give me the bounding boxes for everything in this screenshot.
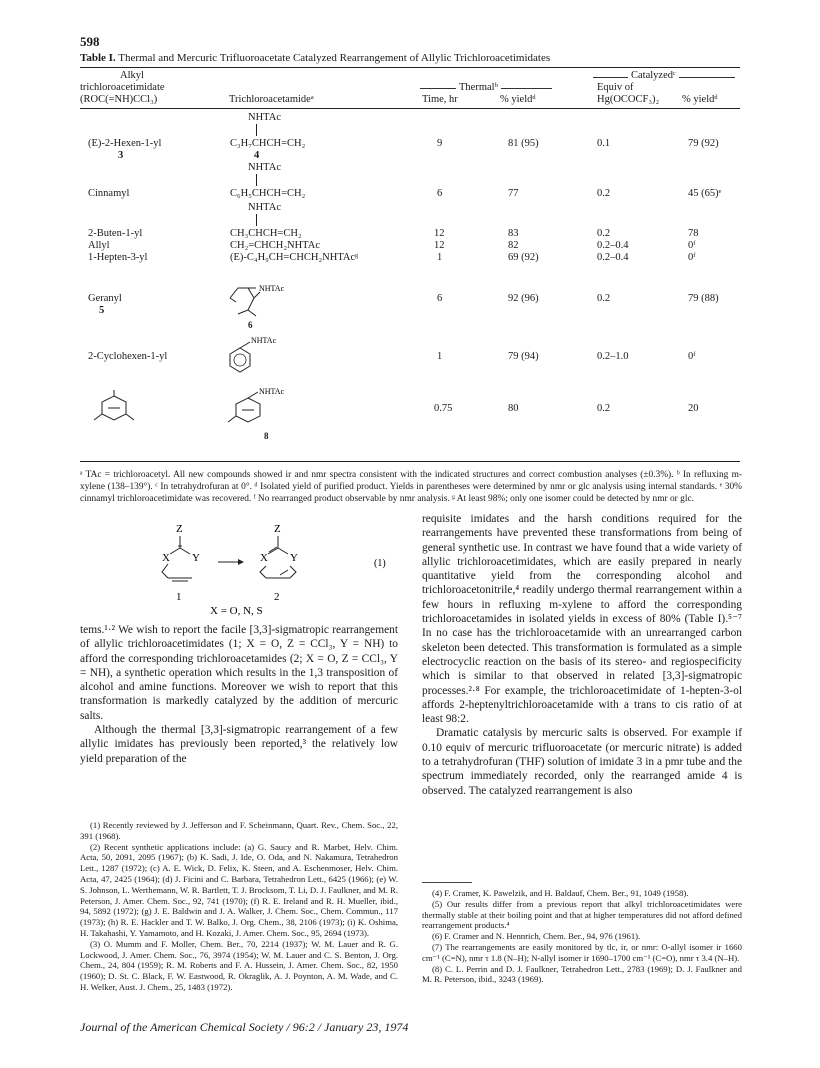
reference-item: (2) Recent synthetic applications include: (a) G. Saucy and R. Marbet, Helv. Chim. Acta, 50, 2091, 2095 (1967); (b) K. Sadi, J. Ide, O. Oda, and N. Nakamura, Tetrahedron Lett., 1287 (1972); (c) A. E. Wick, D. Felix, K. Steen, and A. Eschenmoser, Helv. Chim. Acta, 47, 2425 (1964); (d) J. Ficini and C. Barbara, Tetrahedron Lett., 6425 (1966); (e) W. S. Johnson, L. Werthemann, W. R. Bartlett, T. J. Brocksom, T. Li, D. J. Faulkner, and M. R. Peterson, J. Amer. Chem. Soc., 92, 741 (1970); (f) R. E. Ireland and R. H. Mueller, ibid., 94, 5892 (1972); (g) J. E. Baldwin and J. A. Walker, J. Chem. Soc., Chem. Commun., 117 (1973); (h) R. E. Hackler and T. W. Balko, J. Org. Chem., 38, 2106 (1973); (i) K. Oshima, H. Takahashi, Y. Yamamoto, and H. Kozaki, J. Amer. Chem. Soc., 95, 2694 (1973). [80, 841, 398, 938]
row3-formula: CH₃CHCH=CH₂ [230, 228, 302, 239]
row3-bond [256, 214, 257, 226]
row5-equiv: 0.2–0.4 [597, 252, 629, 263]
left-paragraph: tems.¹·² We wish to report the facile [3,3]-sigmatropic rearrangement of allylic trichloroacetimidates (1; X = O, Z = CCl₃, Y = NH) to afford the corresponding trichloroacetamides (2; X = O, Z = CCl₃, Y = NH), a synthetic operation which results in the 1,3 transposition of alcohol and amine functions. Moreover we wish to report that this transformation is markedly catalyzed by the addition of mercuric salts. [80, 624, 398, 722]
row2-nhtac: NHTAc [248, 162, 281, 173]
header-thermal-yield: % yieldᵈ [500, 94, 536, 105]
reference-item: (7) The rearrangements are easily monitored by tlc, ir, or nmr: O-allyl isomer ir 1660 cm⁻¹ (C=N), nmr τ 1.8 (N–H); N-allyl isomer ir 1690–1700 cm⁻¹ (C=O), nmr τ 3.4 (N–H). [422, 941, 742, 963]
header-alkyl-1: Alkyl [120, 70, 144, 81]
row1-equiv: 0.1 [597, 138, 611, 149]
page-number: 598 [80, 34, 100, 49]
row5-time: 1 [437, 252, 443, 263]
scheme-label-2: 2 [274, 591, 280, 603]
table-bottom-rule [80, 461, 740, 462]
header-equiv-1: Equiv of [597, 82, 634, 93]
header-catalyzed: Catalyzedᶜ [628, 70, 679, 82]
row5-name: 1-Hepten-3-yl [88, 252, 148, 263]
row4-time: 12 [434, 240, 445, 251]
bicyclic-amide-structure [226, 386, 306, 436]
header-time: Time, hr [422, 94, 458, 105]
reference-item: (4) F. Cramer, K. Pawelzik, and H. Baldauf, Chem. Ber., 91, 1049 (1958). [432, 888, 689, 898]
right-references [422, 888, 742, 985]
row1-formula: C₃H₇CHCH=CH₂ [230, 138, 306, 149]
header-equiv-2: Hg(OCOCF₃)₂ [597, 94, 660, 105]
row2-bond [256, 174, 257, 186]
row7-name: 2-Cyclohexen-1-yl [88, 351, 168, 362]
table-header-rule [80, 108, 740, 109]
row1-nhtac: NHTAc [248, 112, 281, 123]
row8-cat-yield: 20 [688, 403, 699, 414]
right-paragraph: Dramatic catalysis by mercuric salts is observed. For example if 0.10 equiv of mercuric trifluoroacetate (or mercuric nitrate) is added to a tetrahydrofuran (THF) solution of imidate 3 in a pmr tube and the spectrum immediately recorded, only the rearranged amide 4 is observed. The catalyzed rearrangement is also [422, 727, 742, 797]
scheme-z2: Z [274, 523, 281, 535]
row4-cat-yield: 0ᶠ [688, 240, 696, 251]
footnote-separator [422, 882, 472, 883]
row3-equiv: 0.2 [597, 228, 611, 239]
row1-bond [256, 124, 257, 136]
row8-equiv: 0.2 [597, 403, 611, 414]
row3-yield: 83 [508, 228, 519, 239]
row7-yield: 79 (94) [508, 351, 539, 362]
equation-number: (1) [374, 558, 386, 569]
row1-compound-number: 3 [118, 150, 124, 161]
scheme-x-definition: X = O, N, S [210, 605, 263, 617]
header-product: Trichloroacetamideᵃ [229, 94, 314, 105]
row4-name: Allyl [88, 240, 110, 251]
row8-product-number: 8 [264, 431, 269, 441]
scheme-label-1: 1 [176, 591, 182, 603]
row4-equiv: 0.2–0.4 [597, 240, 629, 251]
row2-formula: C₆H₅CHCH=CH₂ [230, 188, 306, 199]
row6-time: 6 [437, 293, 443, 304]
row3-time: 12 [434, 228, 445, 239]
row1-name: (E)-2-Hexen-1-yl [88, 138, 162, 149]
row7-time: 1 [437, 351, 443, 362]
row6-compound-number: 5 [99, 305, 105, 316]
row8-time: 0.75 [434, 403, 453, 414]
table-caption [80, 52, 740, 64]
header-alkyl-3: (ROC(=NH)CCl₃) [80, 94, 158, 105]
row4-formula: CH₂=CHCH₂NHTAc [230, 240, 320, 251]
row5-formula: (E)-C₄H₉CH=CHCH₂NHTAcᵍ [230, 252, 359, 263]
header-catalyzed-yield: % yieldᵈ [682, 94, 718, 105]
left-references [80, 820, 398, 993]
row1-yield: 81 (95) [508, 138, 539, 149]
row5-yield: 69 (92) [508, 252, 539, 263]
reference-item: (6) F. Cramer and N. Hennrich, Chem. Ber., 94, 976 (1961). [432, 931, 641, 942]
row2-time: 6 [437, 188, 443, 199]
bicyclic-imidate-structure [92, 388, 152, 428]
row6-cat-yield: 79 (88) [688, 293, 719, 304]
scheme-x2: X [260, 552, 268, 564]
reaction-scheme [140, 520, 410, 618]
reference-item: (8) C. L. Perrin and D. J. Faulkner, Tetrahedron Lett., 2783 (1969); D. J. Faulkner and M. R. Peterson, ibid., 3243 (1969). [422, 963, 742, 985]
row4-yield: 82 [508, 240, 519, 251]
row3-nhtac: NHTAc [248, 202, 281, 213]
right-paragraph: requisite imidates and the harsh conditions required for the rearrangements have prevented these transformations from being of general synthetic use. In contrast we have found that a wide variety of allylic trichloroacetimidates, which are easily prepared in nearly quantitative yield from the corresponding alcohol and trichloroacetonitrile,⁴ readily undergo thermal rearrangement within a few hours in refluxing m-xylene to afford the corresponding trichloroacetamides in isolated yields in excess of 80% (Table I).⁵⁻⁷ In no case has the trichloroacetamide with an unrearranged carbon skeleton been detected. This transformation is formulated as a simple electrocyclic reaction on the basis of its stereo- and regiospecificity which is similar to that observed in related [3,3]-sigmatropic processes.²·⁸ For example, the trichloroacetimidate of 1-hepten-3-ol affords 2-heptenyltrichloroacetamide with a trans to cis ratio of at least 98:2. [422, 513, 742, 726]
table-caption-label: Table I. [80, 52, 116, 64]
row2-equiv: 0.2 [597, 188, 611, 199]
reference-item: (5) Our results differ from a previous report that alkyl trichloroacetimidates were thermally stable at their boiling point and that at higher temperatures did not afford defined rearrangement products.⁴ [422, 898, 742, 931]
row7-nhtac: NHTAc [251, 336, 277, 345]
journal-footer: Journal of the American Chemical Society / 96:2 / January 23, 1974 [80, 1020, 409, 1034]
row3-name: 2-Buten-1-yl [88, 228, 143, 239]
row6-name: Geranyl [88, 293, 122, 304]
row1-time: 9 [437, 138, 443, 149]
row6-yield: 92 (96) [508, 293, 539, 304]
cyclohexenyl-amide-structure [226, 334, 296, 384]
table-caption-text: Thermal and Mercuric Trifluoroacetate Catalyzed Rearrangement of Allylic Trichloroacetimidates [118, 52, 551, 64]
header-alkyl-2: trichloroacetimidate [80, 82, 165, 93]
row7-cat-yield: 0ᶠ [688, 351, 696, 362]
row2-yield: 77 [508, 188, 519, 199]
scheme-y2: Y [290, 552, 298, 564]
row7-equiv: 0.2–1.0 [597, 351, 629, 362]
row1-product-number: 4 [254, 150, 260, 161]
left-paragraph: Although the thermal [3,3]-sigmatropic rearrangement of a few allylic imidates has previously been reported,³ the relatively low yield preparation of the [80, 724, 398, 765]
left-column-text [80, 623, 398, 766]
reference-item: (1) Recently reviewed by J. Jefferson and F. Scheinmann, Quart. Rev., Chem. Soc., 22, 391 (1968). [80, 820, 398, 841]
row8-nhtac: NHTAc [259, 387, 285, 396]
row8-yield: 80 [508, 403, 519, 414]
table-top-rule [80, 67, 740, 68]
row6-equiv: 0.2 [597, 293, 611, 304]
scheme-x1: X [162, 552, 170, 564]
reference-item: (3) O. Mumm and F. Moller, Chem. Ber., 70, 2214 (1937); W. M. Lauer and R. G. Lockwood, J. Amer. Chem. Soc., 76, 3974 (1954); W. M. Lauer and C. S. Benton, J. Org. Chem., 24, 804 (1959); R. M. Roberts and F. A. Hussein, J. Amer. Chem. Soc., 82, 1950 (1960); D. St. C. Black, F. W. Eastwood, R. Okraglik, A. J. Poynton, A. M. Wade, and C. H. Welker, Aust. J. Chem., 25, 1483 (1972). [80, 938, 398, 992]
row6-nhtac: NHTAc [259, 284, 285, 293]
row5-cat-yield: 0ᶠ [688, 252, 696, 263]
table-footnotes: ᵃ TAc = trichloroacetyl. All new compounds showed ir and nmr spectra consistent with the indicated structures and correct combustion analyses (±0.3%). ᵇ In refluxing m-xylene (138–139°). ᶜ In tetrahydrofuran at 0°. ᵈ Isolated yield of purified product. Yields in parentheses were determined by nmr or glc analysis using internal standards. ᵉ 30% cinnamyl trichloroacetimidate was recovered. ᶠ No rearranged product observable by nmr analysis. ᵍ At least 98%; only one isomer could be detected by nmr or glc. [80, 470, 742, 504]
scheme-y1: Y [192, 552, 200, 564]
geranyl-amide-structure [226, 280, 296, 330]
row2-name: Cinnamyl [88, 188, 130, 199]
row1-cat-yield: 79 (92) [688, 138, 719, 149]
row6-product-number: 6 [248, 320, 253, 330]
scheme-z1: Z [176, 523, 183, 535]
header-thermal: Thermalᵇ [456, 82, 501, 94]
row2-cat-yield: 45 (65)ᵉ [688, 188, 722, 199]
right-column-text [422, 512, 742, 798]
row3-cat-yield: 78 [688, 228, 699, 239]
